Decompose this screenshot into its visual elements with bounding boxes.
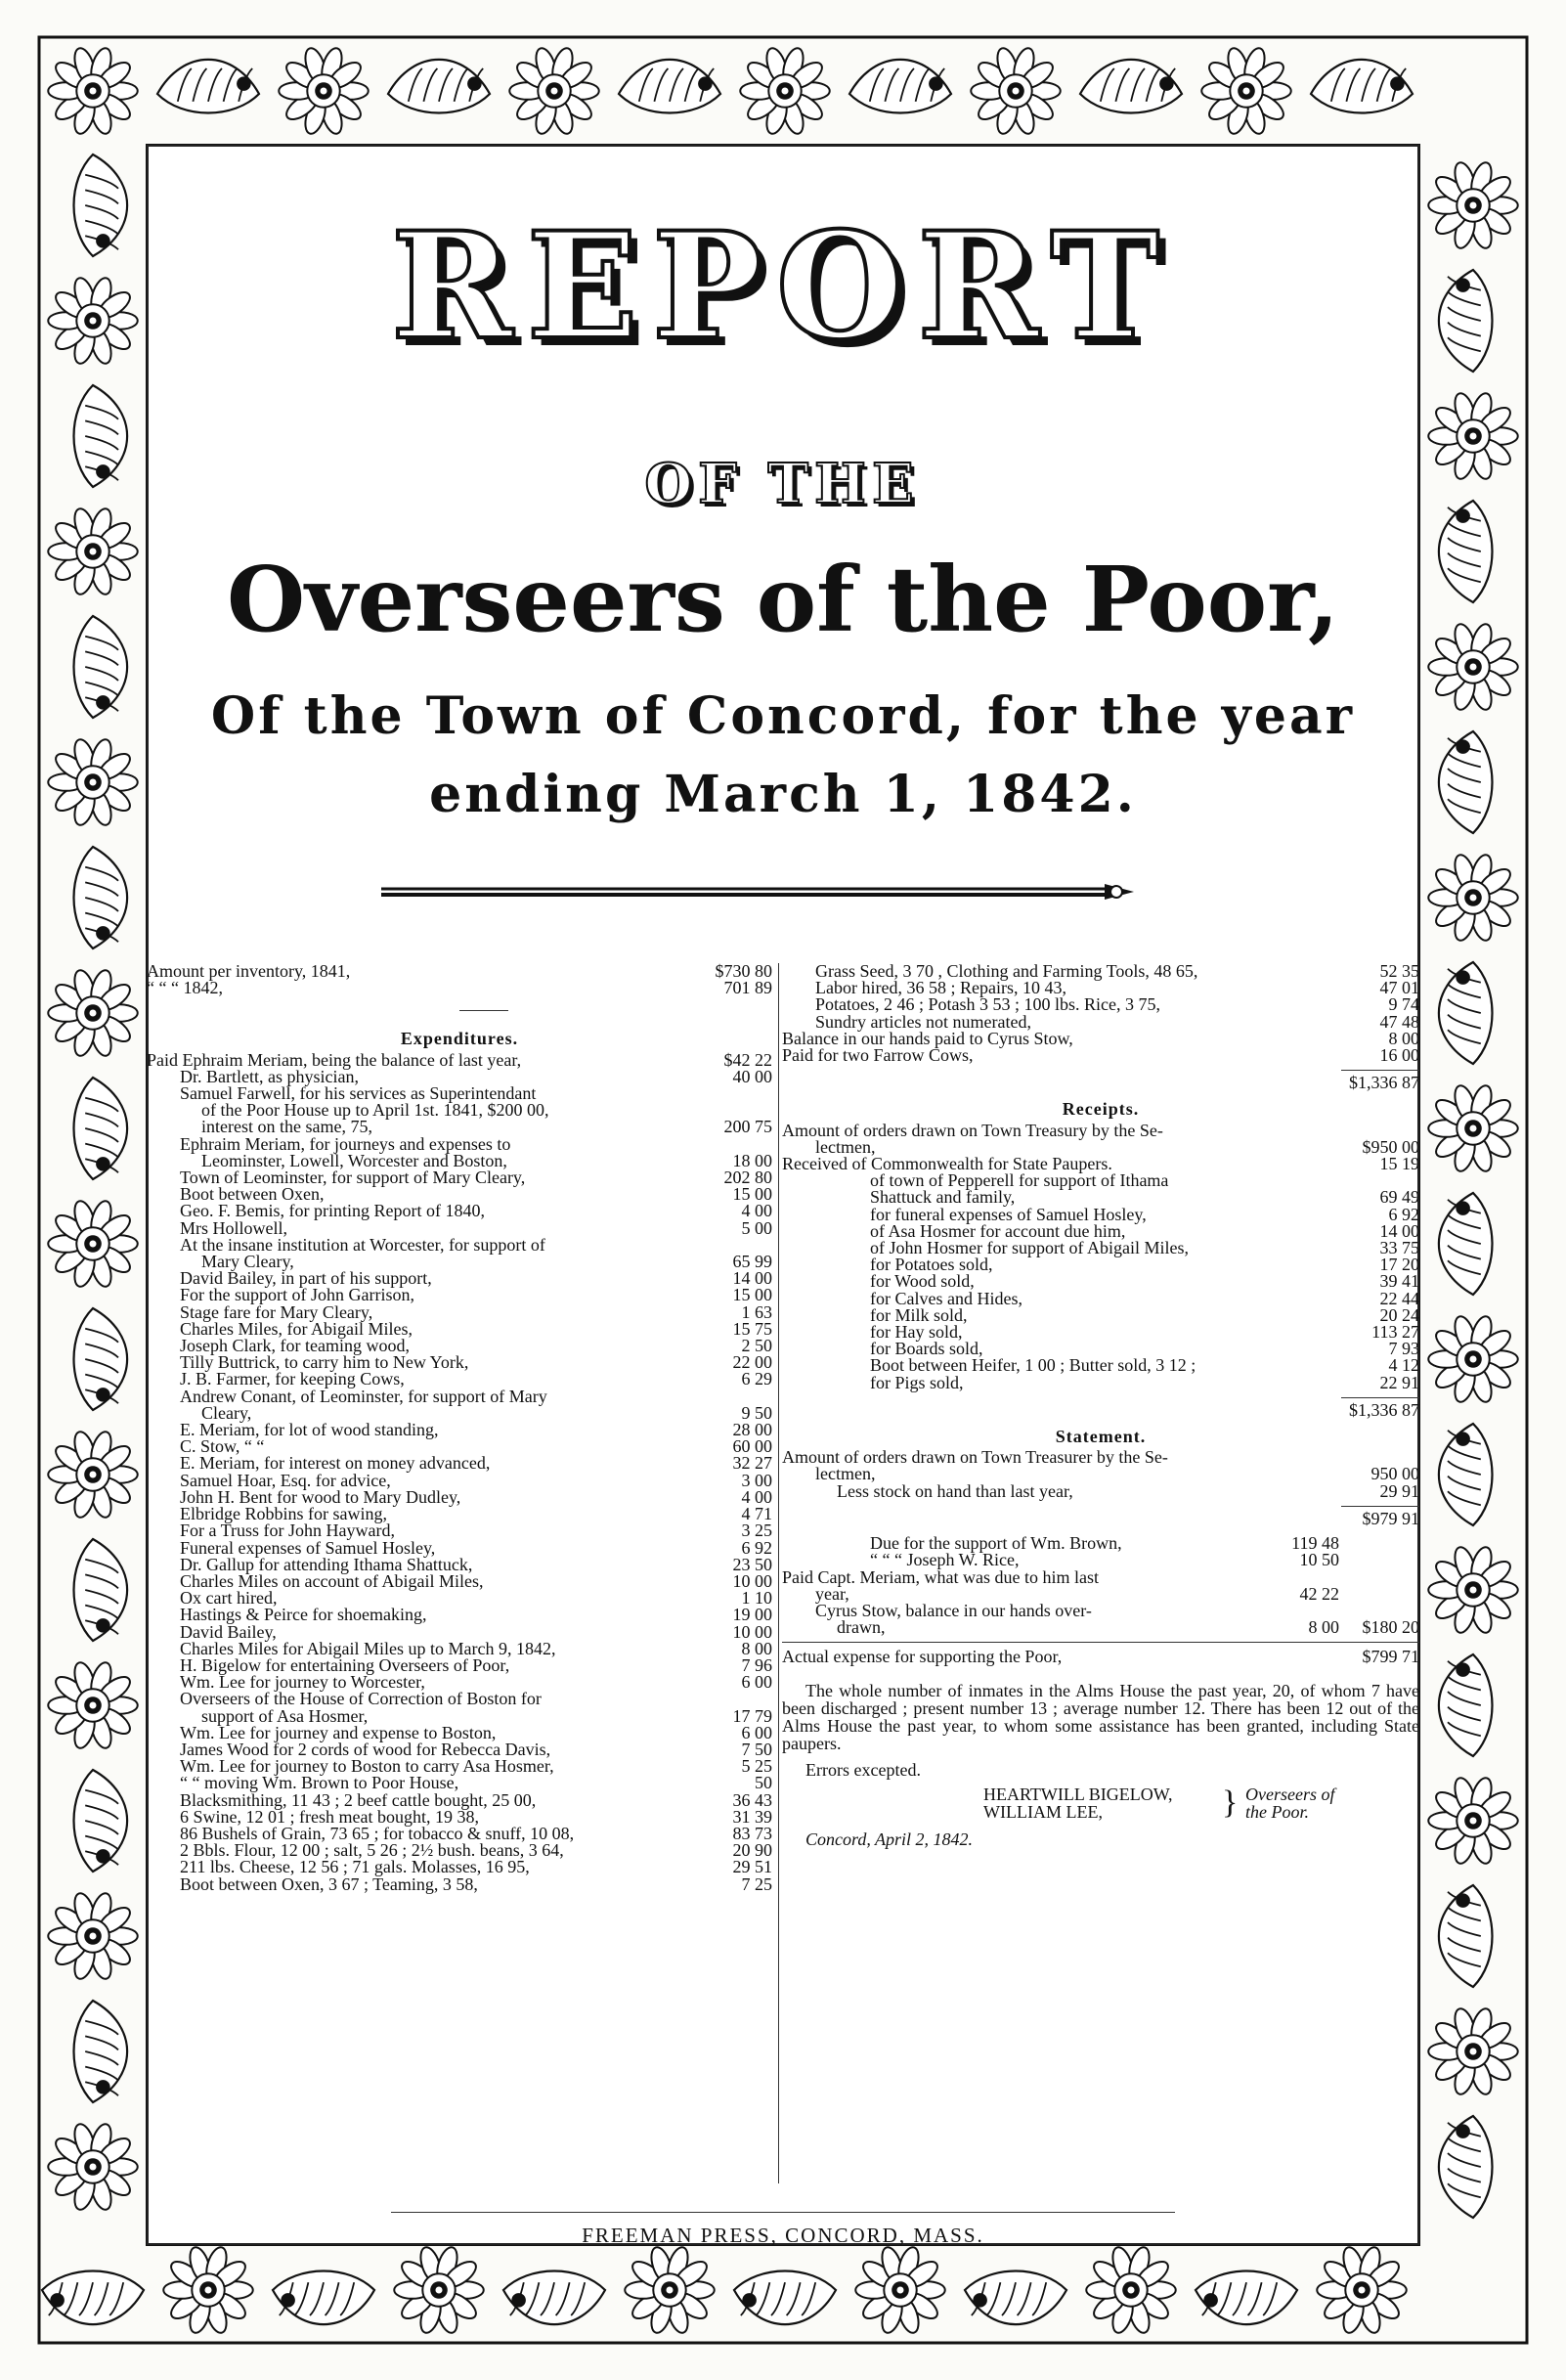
rosette-ornament — [1428, 622, 1518, 712]
ledger-item-text: Cleary, — [201, 1402, 252, 1423]
ledger-row — [782, 1552, 1419, 1568]
leaf-scroll-ornament — [1196, 2271, 1297, 2325]
ledger-item-text: year, — [815, 1583, 849, 1604]
ledger-item-text: Paid for two Farrow Cows, — [782, 1045, 974, 1066]
ledger-item-text: David Bailey, — [180, 1621, 277, 1642]
title-of-the: OF THE — [644, 452, 920, 516]
ledger-row — [782, 1619, 1419, 1636]
ledger-item-subamount: 8 00 — [1308, 1617, 1339, 1638]
ledger-item-text: Wm. Lee for journey to Boston to carry Asa Hosmer, — [180, 1756, 554, 1777]
ledger-item-text: Charles Miles for Abigail Miles up to March 9, 1842, — [180, 1638, 556, 1658]
rosette-ornament — [1086, 2245, 1176, 2335]
ledger-item-text: drawn, — [837, 1617, 886, 1638]
ledger-item-amount: 36 43 — [732, 1789, 772, 1810]
ledger-item-text: of John Hosmer for support of Abigail Miles, — [870, 1238, 1189, 1258]
rosette-ornament — [1428, 1083, 1518, 1173]
ledger-item-text: Blacksmithing, 11 43 ; 2 beef cattle bought, 25 00, — [180, 1789, 537, 1810]
ledger-item-text: David Bailey, in part of his support, — [180, 1268, 432, 1289]
signatures-block — [782, 1786, 1419, 1869]
ledger-item-text: Amount per inventory, 1841, — [147, 961, 351, 981]
rosette-ornament — [1428, 853, 1518, 943]
decorative-pen-rule — [381, 878, 1144, 907]
ledger-item-text: for Hay sold, — [870, 1322, 963, 1343]
short-rule — [459, 1010, 508, 1011]
ledger-item-amount: 701 89 — [723, 978, 772, 998]
ledger-item-text: John H. Bent for wood to Mary Dudley, — [180, 1486, 461, 1507]
receipts-total: $1,336 87 — [1349, 1399, 1419, 1420]
statement-heading: Statement. — [1055, 1427, 1147, 1447]
ledger-item-amount: 52 35 — [1379, 961, 1419, 981]
ledger-item-amount: 69 49 — [1379, 1187, 1419, 1208]
ledger-item-text: for Boards sold, — [870, 1339, 983, 1359]
ledger-row — [147, 980, 772, 996]
ledger-item-text: lectmen, — [815, 1464, 876, 1484]
ledger-item-amount: 65 99 — [732, 1252, 772, 1272]
ledger-item-text: Wm. Lee for journey to Worcester, — [180, 1672, 425, 1693]
ledger-item-text: Mary Cleary, — [201, 1252, 294, 1272]
ledger-item-text: for Potatoes sold, — [870, 1255, 993, 1275]
rosette-ornament — [48, 968, 138, 1058]
ledger-item-text: Tilly Buttrick, to carry him to New York, — [180, 1352, 469, 1373]
ledger-item-text: support of Asa Hosmer, — [201, 1705, 369, 1726]
leaf-scroll-ornament — [74, 616, 128, 718]
leaf-scroll-ornament — [965, 2271, 1066, 2325]
ledger-item-amount: 202 80 — [723, 1168, 772, 1188]
ledger-item-amount: 16 00 — [1379, 1045, 1419, 1066]
title-overseers: Overseers of the Poor, — [227, 547, 1339, 652]
ledger-item-amount: 7 93 — [1388, 1339, 1419, 1359]
leaf-scroll-ornament — [388, 60, 490, 113]
ledger-item-text: Sundry articles not numerated, — [815, 1011, 1031, 1032]
rosette-ornament — [1428, 391, 1518, 481]
ledger-item-amount: 8 00 — [1388, 1028, 1419, 1048]
rosette-ornament — [1428, 1545, 1518, 1635]
leaf-scroll-ornament — [157, 60, 259, 113]
inventory-list — [147, 963, 772, 996]
right-column — [782, 963, 1419, 1869]
ledger-item-amount: 7 50 — [741, 1739, 772, 1759]
ledger-item-amount: 3 25 — [741, 1521, 772, 1541]
ledger-item-amount: 4 00 — [741, 1201, 772, 1221]
ledger-item-text: “ “ moving Wm. Brown to Poor House, — [180, 1773, 459, 1793]
ledger-item-text: Leominster, Lowell, Worcester and Boston, — [201, 1150, 507, 1170]
footer-rule — [391, 2212, 1175, 2213]
leaf-scroll-ornament — [1439, 1193, 1493, 1295]
ledger-item-amount: 6 92 — [741, 1537, 772, 1558]
ledger-item-amount: 29 91 — [1379, 1480, 1419, 1501]
ledger-item-amount: $730 80 — [715, 961, 772, 981]
ledger-item-amount: 40 00 — [732, 1066, 772, 1086]
actual-expense-row — [782, 1649, 1419, 1665]
ledger-row — [147, 1873, 772, 1894]
leaf-scroll-ornament — [1311, 60, 1413, 113]
ledger-row — [147, 1775, 772, 1791]
ledger-item-amount: 15 00 — [732, 1285, 772, 1305]
ledger-item-amount: 22 91 — [1379, 1372, 1419, 1392]
ledger-item-text: Stage fare for Mary Cleary, — [180, 1301, 373, 1322]
ledger-row — [147, 963, 772, 980]
rosette-ornament — [740, 46, 830, 136]
ledger-item-text: “ “ “ Joseph W. Rice, — [870, 1550, 1020, 1570]
signer-lee: WILLIAM LEE, — [983, 1801, 1103, 1822]
ledger-item-amount: 7 96 — [741, 1654, 772, 1675]
ledger-item-amount: 8 00 — [741, 1638, 772, 1658]
ledger-item-amount: 31 39 — [732, 1806, 772, 1827]
ledger-item-text: Received of Commonwealth for State Paupers. — [782, 1154, 1112, 1174]
leaf-scroll-ornament — [734, 2271, 836, 2325]
ledger-item-text: Boot between Heifer, 1 00 ; Butter sold, 3 12 ; — [870, 1355, 1196, 1376]
ledger-item-text: J. B. Farmer, for keeping Cows, — [180, 1369, 405, 1389]
ledger-item-amount: 5 25 — [741, 1756, 772, 1777]
ledger-item-amount: 6 00 — [741, 1672, 772, 1693]
ledger-item-text: Labor hired, 36 58 ; Repairs, 10 43, — [815, 978, 1066, 998]
rosette-ornament — [48, 276, 138, 366]
ledger-item-amount: 22 00 — [732, 1352, 772, 1373]
ledger-item-amount: 4 12 — [1388, 1355, 1419, 1376]
ledger-item-text: Less stock on hand than last year, — [837, 1480, 1073, 1501]
subtitle-line-1: Of the Town of Concord, for the year — [210, 686, 1356, 746]
ledger-item-text: 2 Bbls. Flour, 12 00 ; salt, 5 26 ; 2½ bush. beans, 3 64, — [180, 1840, 564, 1861]
rosette-ornament — [48, 1430, 138, 1520]
rosette-ornament — [1428, 1776, 1518, 1866]
ledger-item-text: 6 Swine, 12 01 ; fresh meat bought, 19 38, — [180, 1806, 479, 1827]
ledger-item-amount: 14 00 — [1379, 1220, 1419, 1241]
ledger-item-amount: 17 79 — [732, 1705, 772, 1726]
ledger-item-amount: 6 92 — [1388, 1204, 1419, 1224]
ledger-item-amount: 4 00 — [741, 1486, 772, 1507]
receipts-heading: Receipts. — [1062, 1099, 1140, 1120]
ledger-item-amount: 6 29 — [741, 1369, 772, 1389]
leaf-scroll-ornament — [1439, 1885, 1493, 1987]
ledger-item-text: James Wood for 2 cords of wood for Rebecca Davis, — [180, 1739, 551, 1759]
ledger-item-amount: 6 00 — [741, 1722, 772, 1742]
sum-rule — [1341, 1397, 1419, 1398]
actual-expense-amount: $799 71 — [1362, 1647, 1419, 1667]
leaf-scroll-ornament — [74, 1770, 128, 1872]
ledger-item-amount: 9 50 — [741, 1402, 772, 1423]
ledger-item-amount: 15 00 — [732, 1184, 772, 1205]
role-line-1: Overseers of — [1245, 1784, 1335, 1804]
ledger-item-text: For a Truss for John Hayward, — [180, 1521, 395, 1541]
expenditures-continued-list — [782, 963, 1419, 1064]
ledger-item-text: Paid Capt. Meriam, what was due to him last — [782, 1566, 1099, 1587]
statement-total: $979 91 — [1362, 1508, 1419, 1528]
ledger-item-text: H. Bigelow for entertaining Overseers of Poor, — [180, 1654, 510, 1675]
ledger-item-text: E. Meriam, for interest on money advanced, — [180, 1453, 491, 1474]
ledger-row — [782, 1449, 1419, 1466]
rosette-ornament — [48, 2122, 138, 2212]
rosette-ornament — [394, 2245, 484, 2335]
rosette-ornament — [1428, 2006, 1518, 2096]
leaf-scroll-ornament — [273, 2271, 374, 2325]
sum-rule — [1341, 1506, 1419, 1507]
ledger-item-text: Overseers of the House of Correction of Boston for — [180, 1689, 542, 1709]
ledger-item-amount: 50 — [755, 1773, 772, 1793]
ledger-item-text: of Asa Hosmer for account due him, — [870, 1220, 1126, 1241]
dues-list — [782, 1535, 1419, 1636]
rosette-ornament — [48, 507, 138, 596]
ledger-item-amount: 32 27 — [732, 1453, 772, 1474]
ledger-row — [782, 1480, 1419, 1501]
ledger-item-text: of the Poor House up to April 1st. 1841, $200 00, — [201, 1100, 549, 1121]
ledger-item-text: Charles Miles, for Abigail Miles, — [180, 1318, 413, 1339]
ledger-item-text: Samuel Farwell, for his services as Superintendant — [180, 1083, 537, 1104]
ledger-item-text: interest on the same, 75, — [201, 1117, 372, 1137]
leaf-scroll-ornament — [619, 60, 720, 113]
receipts-list — [782, 1120, 1419, 1392]
ledger-item-text: for funeral expenses of Samuel Hosley, — [870, 1204, 1147, 1224]
leaf-scroll-ornament — [42, 2271, 144, 2325]
ledger-item-text: Boot between Oxen, — [180, 1184, 325, 1205]
ledger-item-amount: 18 00 — [732, 1150, 772, 1170]
ledger-item-amount: 2 50 — [741, 1336, 772, 1356]
ledger-item-text: Amount of orders drawn on Town Treasurer by the Se- — [782, 1447, 1168, 1468]
ledger-item-text: for Pigs sold, — [870, 1372, 964, 1392]
ledger-item-text: for Milk sold, — [870, 1304, 968, 1325]
ledger-item-text: Dr. Gallup for attending Ithama Shattuck, — [180, 1554, 473, 1574]
ledger-item-text: Hastings & Peirce for shoemaking, — [180, 1605, 427, 1625]
ledger-item-text: Cyrus Stow, balance in our hands over- — [815, 1600, 1092, 1620]
rosette-ornament — [1428, 1314, 1518, 1404]
role-line-2: the Poor. — [1245, 1801, 1309, 1822]
ledger-item-amount: 33 75 — [1379, 1238, 1419, 1258]
ledger-item-amount: 20 24 — [1379, 1304, 1419, 1325]
leaf-scroll-ornament — [1439, 1654, 1493, 1756]
ledger-item-text: Due for the support of Wm. Brown, — [870, 1533, 1122, 1554]
signer-bigelow: HEARTWILL BIGELOW, — [983, 1784, 1173, 1804]
ledger-item-amount: 5 00 — [741, 1217, 772, 1238]
ledger-item-amount: 83 73 — [732, 1823, 772, 1843]
ledger-item-text: Samuel Hoar, Esq. for advice, — [180, 1470, 391, 1490]
ledger-item-text: lectmen, — [815, 1136, 876, 1157]
ledger-item-amount: 15 19 — [1379, 1154, 1419, 1174]
ledger-item-subamount: 119 48 — [1291, 1533, 1339, 1554]
ledger-item-amount: 10 00 — [732, 1621, 772, 1642]
statement-list — [782, 1449, 1419, 1500]
leaf-scroll-ornament — [1439, 962, 1493, 1064]
ledger-item-subamount: 42 22 — [1299, 1583, 1339, 1604]
ledger-row — [782, 1120, 1419, 1140]
ledger-item-amount: 60 00 — [732, 1436, 772, 1457]
rosette-ornament — [163, 2245, 253, 2335]
ledger-item-text: Paid Ephraim Meriam, being the balance of last year, — [147, 1049, 522, 1070]
inmates-paragraph: The whole number of inmates in the Alms House the past year, 20, of whom 7 have been discharged ; present number 13 ; average number 12. There has been 12 out of the Alms House the past year, to whom some assistance has been granted, including State paupers. — [782, 1680, 1419, 1753]
leaf-scroll-ornament — [74, 1539, 128, 1641]
ledger-item-amount: 47 01 — [1379, 978, 1419, 998]
ledger-item-text: Town of Leominster, for support of Mary Cleary, — [180, 1168, 526, 1188]
leaf-scroll-ornament — [74, 2001, 128, 2102]
ledger-item-amount: 3 00 — [741, 1470, 772, 1490]
ledger-item-amount: 22 44 — [1379, 1288, 1419, 1308]
ledger-item-text: 86 Bushels of Grain, 73 65 ; for tobacco & snuff, 10 08, — [180, 1823, 575, 1843]
ledger-item-amount: 19 00 — [732, 1605, 772, 1625]
ledger-item-subamount: 10 50 — [1299, 1550, 1339, 1570]
expenditures-heading: Expenditures. — [400, 1029, 519, 1049]
ledger-item-text: For the support of John Garrison, — [180, 1285, 414, 1305]
ledger-item-amount: 39 41 — [1379, 1271, 1419, 1292]
ledger-item-amount: 14 00 — [732, 1268, 772, 1289]
ledger-item-text: Ox cart hired, — [180, 1588, 278, 1609]
leaf-scroll-ornament — [503, 2271, 605, 2325]
ledger-item-text: Andrew Conant, of Leominster, for support of Mary — [180, 1386, 547, 1406]
expenditures-list — [147, 1049, 772, 1894]
ledger-item-amount: 23 50 — [732, 1554, 772, 1574]
leaf-scroll-ornament — [1439, 501, 1493, 602]
actual-expense-label: Actual expense for supporting the Poor, — [782, 1647, 1063, 1667]
rosette-ornament — [1428, 160, 1518, 250]
divider — [782, 1642, 1419, 1643]
ledger-item-amount: 47 48 — [1379, 1011, 1419, 1032]
ledger-item-text: Grass Seed, 3 70 , Clothing and Farming Tools, 48 65, — [815, 961, 1198, 981]
rosette-ornament — [855, 2245, 945, 2335]
ledger-item-amount: $950 00 — [1362, 1136, 1419, 1157]
ledger-item-text: for Wood sold, — [870, 1271, 975, 1292]
expenditures-total: $1,336 87 — [1349, 1073, 1419, 1093]
rosette-ornament — [48, 737, 138, 827]
ledger-item-amount: 15 75 — [732, 1318, 772, 1339]
rosette-ornament — [279, 46, 369, 136]
ledger-item-amount: 1 10 — [741, 1588, 772, 1609]
ledger-item-amount: 950 00 — [1370, 1464, 1419, 1484]
title-report: REPORT — [390, 200, 1174, 373]
ledger-item-text: Potatoes, 2 46 ; Potash 3 53 ; 100 lbs. Rice, 3 75, — [815, 994, 1160, 1015]
leaf-scroll-ornament — [849, 60, 951, 113]
rosette-ornament — [971, 46, 1061, 136]
ledger-row — [147, 1859, 772, 1875]
ledger-item-amount: 113 27 — [1371, 1322, 1419, 1343]
ledger-row — [147, 1522, 772, 1539]
ledger-row — [147, 1691, 772, 1707]
ledger-row — [147, 1607, 772, 1623]
ledger-item-text: Ephraim Meriam, for journeys and expenses to — [180, 1133, 511, 1154]
rosette-ornament — [48, 46, 138, 136]
subtitle-line-2: ending March 1, 1842. — [429, 765, 1137, 824]
leaf-scroll-ornament — [74, 1078, 128, 1179]
ledger-item-amount: 28 00 — [732, 1420, 772, 1440]
ledger-item-amount: 9 74 — [1388, 994, 1419, 1015]
rosette-ornament — [509, 46, 599, 136]
ledger-item-text: Wm. Lee for journey and expense to Boston, — [180, 1722, 497, 1742]
ledger-item-text: Charles Miles on account of Abigail Miles, — [180, 1570, 484, 1591]
leaf-scroll-ornament — [1439, 270, 1493, 372]
leaf-scroll-ornament — [74, 847, 128, 948]
leaf-scroll-ornament — [1080, 60, 1182, 113]
ledger-item-amount: 17 20 — [1379, 1255, 1419, 1275]
rosette-ornament — [1317, 2245, 1407, 2335]
ledger-item-text: At the insane institution at Worcester, for support of — [180, 1234, 545, 1255]
ledger-item-text: Joseph Clark, for teaming wood, — [180, 1336, 410, 1356]
brace: } — [1222, 1784, 1239, 1821]
ledger-item-amount: 200 75 — [723, 1117, 772, 1137]
rosette-ornament — [48, 1891, 138, 1981]
errors-excepted: Errors excepted. — [805, 1759, 921, 1780]
column-divider — [778, 963, 779, 2183]
ledger-item-amount: 20 90 — [732, 1840, 772, 1861]
leaf-scroll-ornament — [1439, 731, 1493, 833]
leaf-scroll-ornament — [74, 385, 128, 487]
leaf-scroll-ornament — [74, 1308, 128, 1410]
ledger-item-text: Balance in our hands paid to Cyrus Stow, — [782, 1028, 1073, 1048]
ledger-item-text: “ “ “ 1842, — [147, 978, 223, 998]
ledger-row — [782, 1047, 1419, 1064]
ledger-item-text: 211 lbs. Cheese, 12 56 ; 71 gals. Molasses, 16 95, — [180, 1857, 530, 1877]
ledger-item-amount: 29 51 — [732, 1857, 772, 1877]
ledger-item-text: Funeral expenses of Samuel Hosley, — [180, 1537, 436, 1558]
place-date: Concord, April 2, 1842. — [805, 1829, 974, 1849]
ledger-item-amount: 4 71 — [741, 1504, 772, 1524]
ledger-item-text: Boot between Oxen, 3 67 ; Teaming, 3 58, — [180, 1873, 478, 1894]
ledger-item-text: of town of Pepperell for support of Ithama — [870, 1170, 1169, 1191]
ledger-item-amount: $180 20 — [1362, 1617, 1419, 1638]
ledger-item-text: Dr. Bartlett, as physician, — [180, 1066, 359, 1086]
printer-imprint: FREEMAN PRESS, CONCORD, MASS. — [582, 2224, 984, 2247]
ledger-item-amount: $42 22 — [723, 1049, 772, 1070]
ledger-item-text: Mrs Hollowell, — [180, 1217, 287, 1238]
left-column — [147, 963, 772, 1893]
sum-rule — [1341, 1070, 1419, 1071]
ledger-item-text: Elbridge Robbins for sawing, — [180, 1504, 387, 1524]
ledger-item-text: E. Meriam, for lot of wood standing, — [180, 1420, 439, 1440]
ledger-item-text: for Calves and Hides, — [870, 1288, 1022, 1308]
ledger-item-amount: 1 63 — [741, 1301, 772, 1322]
rosette-ornament — [48, 1199, 138, 1289]
rosette-ornament — [48, 1660, 138, 1750]
ledger-item-text: Amount of orders drawn on Town Treasury by the Se- — [782, 1120, 1163, 1140]
ledger-row — [782, 1372, 1419, 1392]
ledger-item-text: Shattuck and family, — [870, 1187, 1016, 1208]
ledger-item-amount: 7 25 — [741, 1873, 772, 1894]
ledger-item-text: Geo. F. Bemis, for printing Report of 1840, — [180, 1201, 486, 1221]
ledger-item-text: C. Stow, “ “ — [180, 1436, 265, 1457]
rosette-ornament — [1201, 46, 1291, 136]
leaf-scroll-ornament — [1439, 2116, 1493, 2218]
rosette-ornament — [625, 2245, 715, 2335]
leaf-scroll-ornament — [74, 154, 128, 256]
ledger-item-amount: 10 00 — [732, 1570, 772, 1591]
leaf-scroll-ornament — [1439, 1424, 1493, 1525]
